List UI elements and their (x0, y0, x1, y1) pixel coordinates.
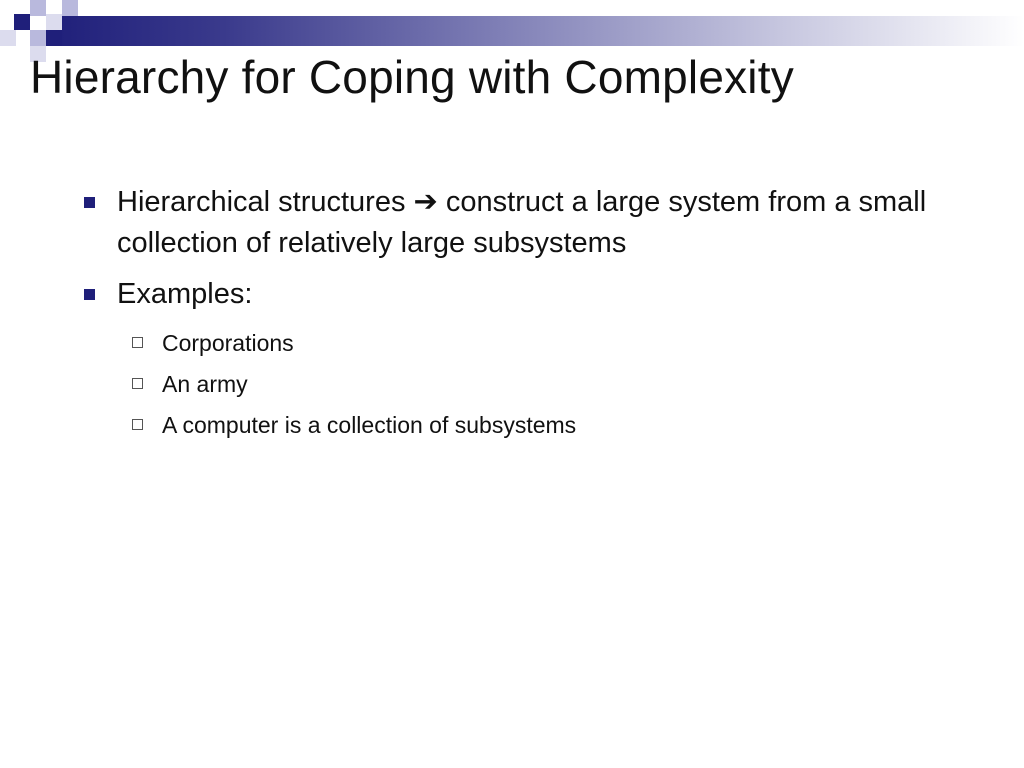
slide-content (80, 182, 980, 446)
decor-square (0, 30, 16, 46)
sub-bullet-item (132, 364, 980, 405)
decor-square (30, 0, 46, 16)
header-gradient-band (48, 16, 1024, 46)
sub-bullet-item (132, 405, 980, 446)
bullet-item (80, 182, 980, 264)
bullet-text: Hierarchical structures (117, 186, 406, 218)
bullet-text: Examples: (117, 278, 253, 310)
decor-square (62, 0, 78, 16)
sub-bullet-list (80, 323, 980, 446)
hollow-square-icon (132, 337, 143, 348)
hollow-square-icon (132, 419, 143, 430)
sub-bullet-item (132, 323, 980, 364)
sub-bullet-text: Corporations (162, 330, 294, 356)
decor-square (14, 14, 30, 30)
filled-square-icon (84, 289, 95, 300)
decor-square (46, 14, 62, 30)
bullet-text-continued: construct a large system from a small collection of relatively large subsystems (117, 186, 927, 259)
decor-square (30, 30, 46, 46)
sub-bullet-text: An army (162, 371, 248, 397)
slide-title: Hierarchy for Coping with Complexity (30, 51, 794, 103)
bullet-item (80, 274, 980, 315)
right-arrow-icon: ➔ (413, 186, 438, 218)
filled-square-icon (84, 197, 95, 208)
hollow-square-icon (132, 378, 143, 389)
sub-bullet-text: A computer is a collection of subsystems (162, 412, 577, 438)
decor-square (46, 30, 62, 46)
